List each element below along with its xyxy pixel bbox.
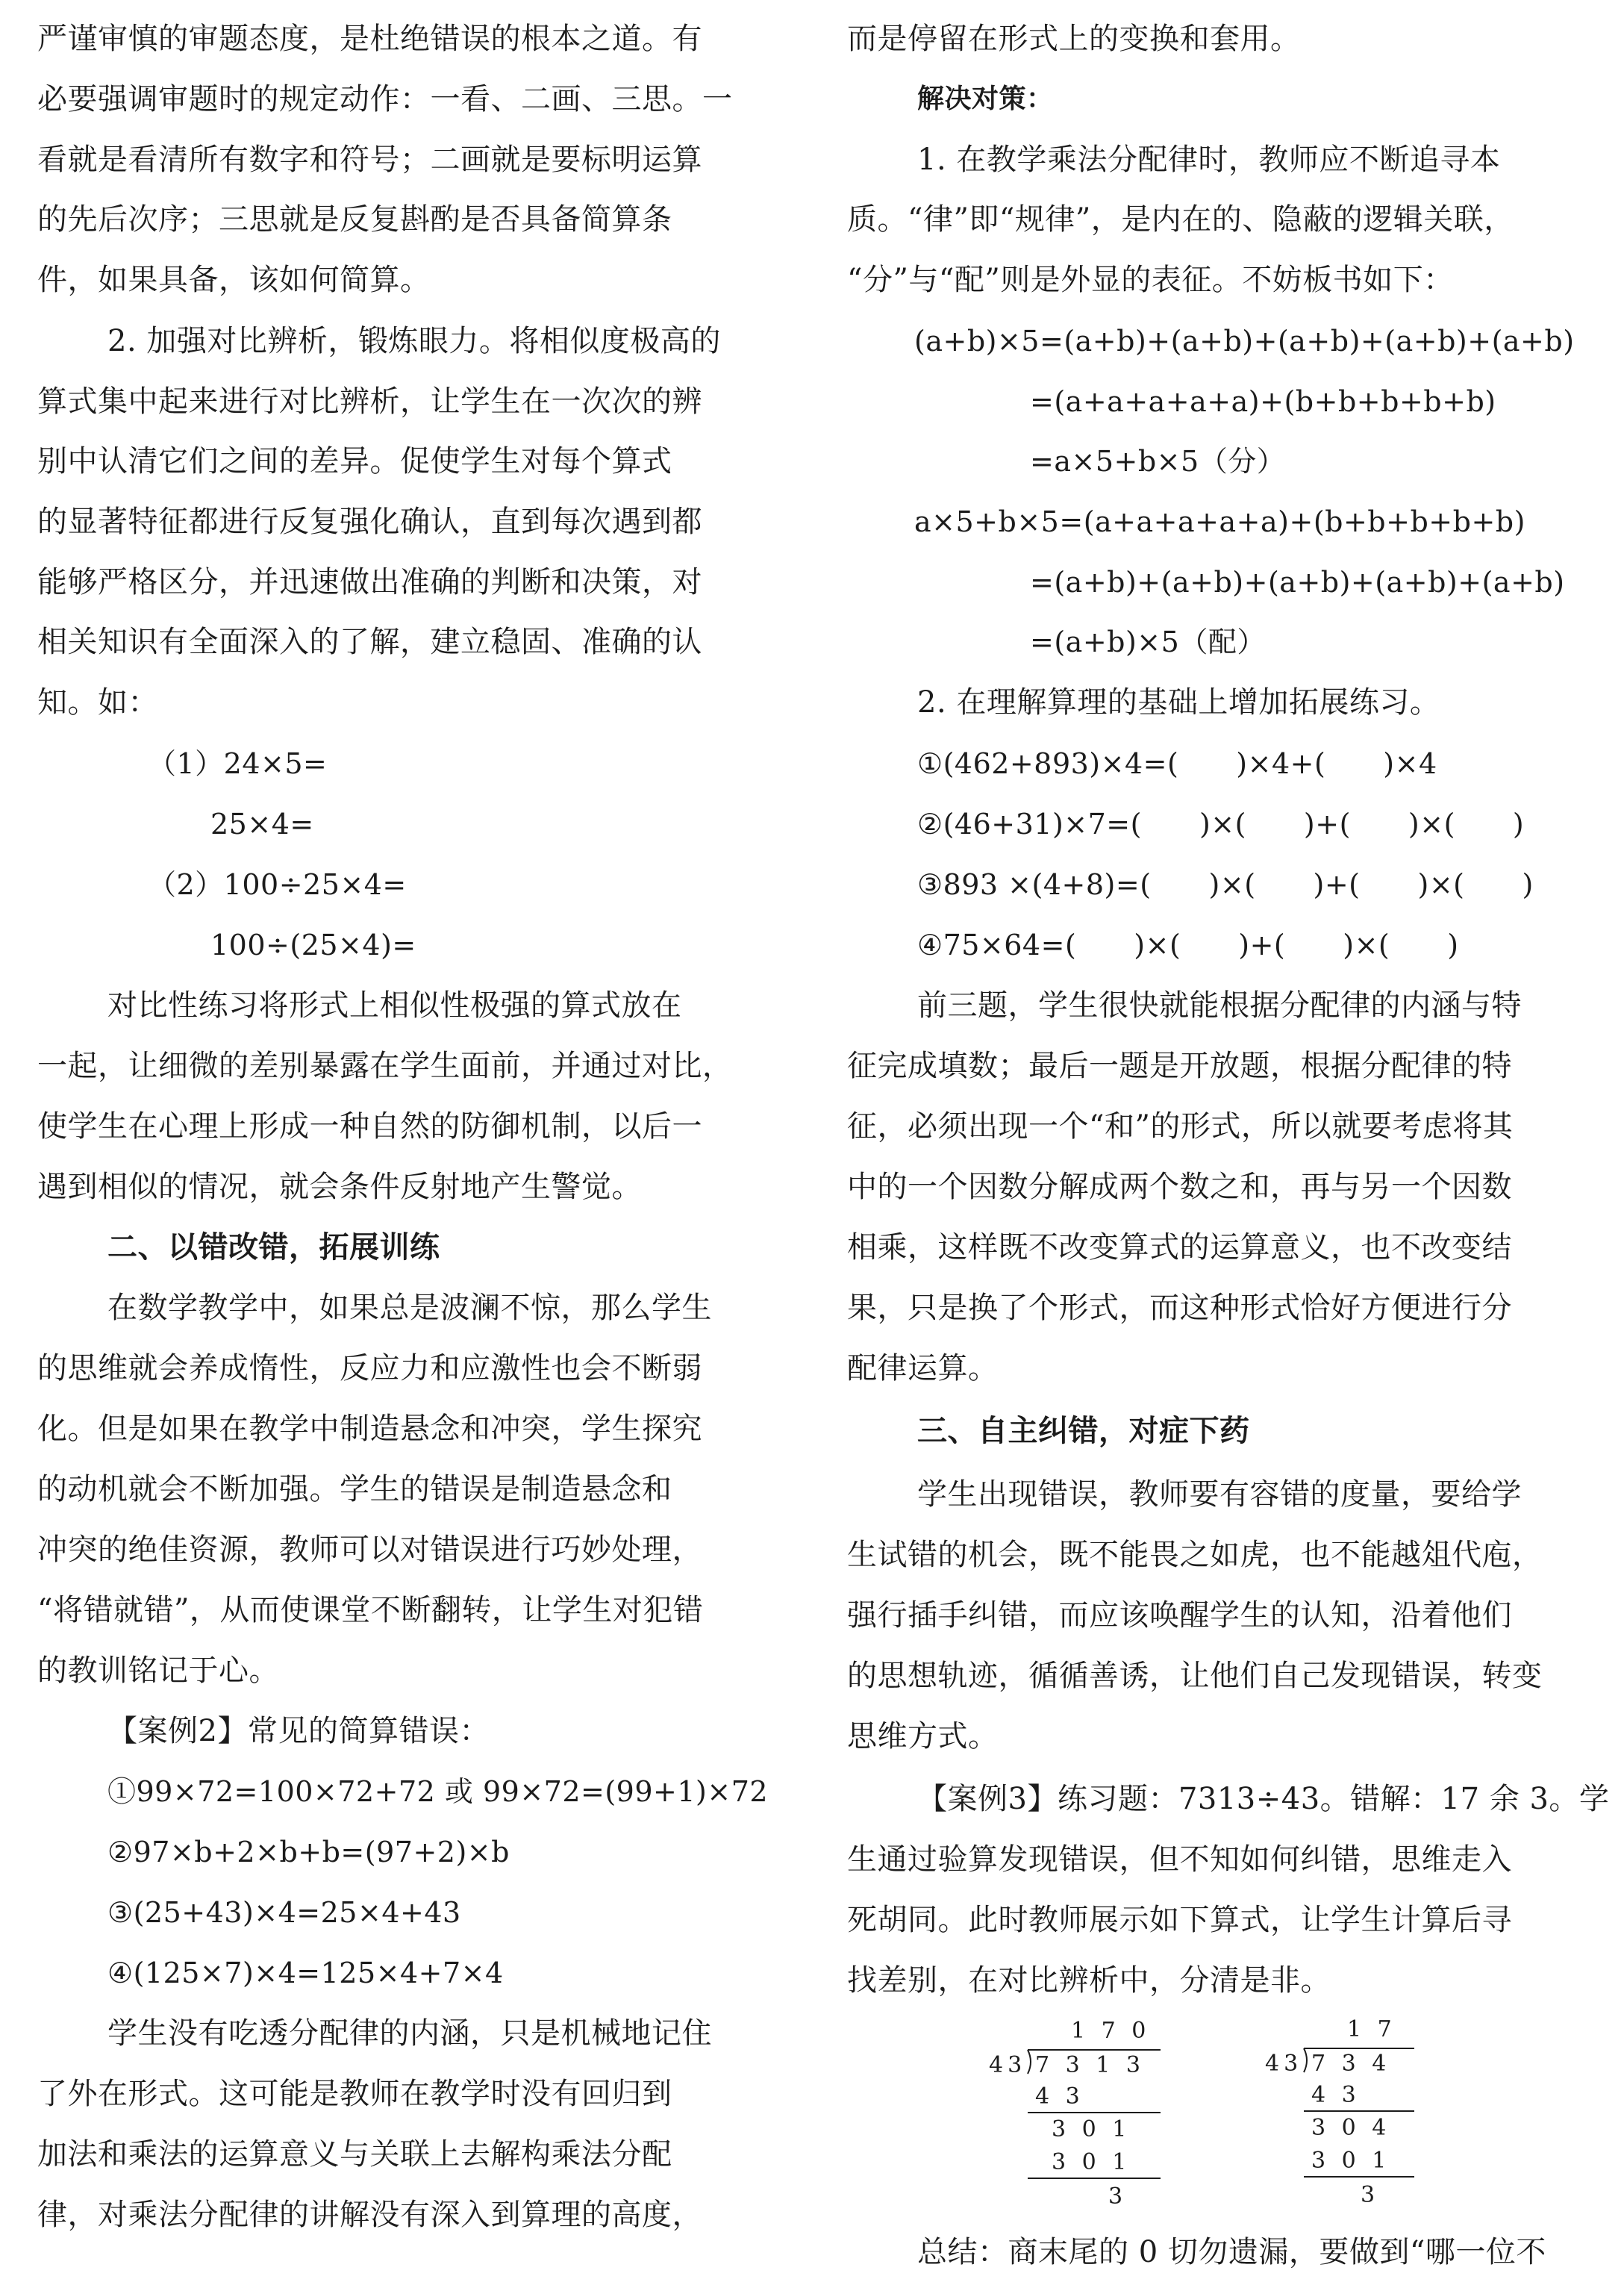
division-step: 3 0 1 [1311, 2148, 1391, 2174]
paragraph-line: 质。“律”即“规律”，是内在的、隐蔽的逻辑关联， [847, 202, 1514, 237]
paragraph-line: 找差别，在对比辨析中，分清是非。 [847, 1963, 1331, 1998]
subheading: 解决对策： [917, 84, 1054, 114]
paragraph-line: 思维方式。 [847, 1719, 999, 1754]
paragraph-line: 总结：商末尾的 0 切勿遗漏，要做到“哪一位不 [917, 2235, 1546, 2269]
paragraph-line: 算式集中起来进行对比辨析，让学生在一次次的辨 [37, 384, 702, 419]
board-formula: =(a+a+a+a+a)+(b+b+b+b+b) [1030, 385, 1496, 418]
exercise-formula: ③893 ×(4+8)=( )×( )+( )×( ) [917, 868, 1534, 901]
example-formula: （2）100÷25×4= [148, 868, 407, 901]
paragraph-line: 2. 加强对比辨析，锻炼眼力。将相似度极高的 [107, 324, 721, 358]
division-quotient: 1 7 0 [1071, 2018, 1151, 2044]
board-formula: =(a+b)+(a+b)+(a+b)+(a+b)+(a+b) [1030, 566, 1565, 599]
paragraph-line: 看就是看清所有数字和符号；二画就是要标明运算 [37, 143, 702, 177]
paragraph-line: 的教训铭记于心。 [37, 1653, 279, 1688]
example-formula: 25×4= [210, 808, 314, 841]
paragraph-line: 的思想轨迹，循循善诱，让他们自己发现错误，转变 [847, 1659, 1543, 1693]
formula-line: ④(125×7)×4=125×4+7×4 [107, 1957, 504, 1989]
formula-line: ②97×b+2×b+b=(97+2)×b [107, 1836, 510, 1868]
division-dividend: 7 3 1 3 [1035, 2052, 1145, 2078]
division-step: 3 0 1 [1052, 2149, 1131, 2175]
paragraph-line: 死胡同。此时教师展示如下算式，让学生计算后寻 [847, 1903, 1512, 1937]
paragraph-line: 2. 在理解算理的基础上增加拓展练习。 [917, 685, 1440, 720]
paragraph-line: 的思维就会养成惰性，反应力和应激性也会不断弱 [37, 1351, 702, 1385]
paragraph-line: 化。但是如果在教学中制造悬念和冲突，学生探究 [37, 1412, 702, 1446]
paragraph-line: 相关知识有全面深入的了解，建立稳固、准确的认 [37, 625, 702, 659]
example-formula: 100÷(25×4)= [210, 929, 416, 961]
paragraph-line: 的动机就会不断加强。学生的错误是制造悬念和 [37, 1472, 672, 1506]
paragraph-line: 对比性练习将形式上相似性极强的算式放在 [107, 988, 682, 1023]
board-formula: =a×5+b×5（分） [1030, 445, 1286, 478]
paragraph-line: 一起，让细微的差别暴露在学生面前，并通过对比， [37, 1049, 733, 1083]
formula-line: ①99×72=100×72+72 或 99×72=(99+1)×72 [107, 1775, 769, 1808]
paragraph-line: 学生出现错误，教师要有容错的度量，要给学 [917, 1477, 1522, 1512]
case-label: 【案例3】练习题：7313÷43。错解：17 余 3。学 [917, 1782, 1610, 1816]
paragraph-line: 果，只是换了个形式，而这种形式恰好方便进行分 [847, 1291, 1512, 1325]
division-quotient: 1 7 [1347, 2016, 1396, 2042]
exercise-formula: ②(46+31)×7=( )×( )+( )×( ) [917, 808, 1525, 841]
division-step: 3 0 4 [1311, 2115, 1391, 2141]
division-dividend: 7 3 4 [1311, 2051, 1391, 2077]
paragraph-line: 而是停留在形式上的变换和套用。 [847, 22, 1301, 56]
paragraph-line: 律，对乘法分配律的讲解没有深入到算理的高度， [37, 2198, 702, 2232]
paragraph-line: “分”与“配”则是外显的表征。不妨板书如下： [847, 263, 1454, 297]
paragraph-line: “将错就错”，从而使课堂不断翻转，让学生对犯错 [37, 1593, 704, 1627]
paragraph-line: 1. 在教学乘法分配律时，教师应不断追寻本 [917, 143, 1501, 177]
paragraph-line: 加法和乘法的运算意义与关联上去解构乘法分配 [37, 2137, 672, 2172]
section-heading: 三、自主纠错，对症下药 [917, 1414, 1250, 1448]
division-remainder: 3 [1108, 2183, 1128, 2210]
board-formula: a×5+b×5=(a+a+a+a+a)+(b+b+b+b+b) [914, 505, 1525, 538]
example-formula: （1）24×5= [148, 747, 328, 780]
division-remainder: 3 [1361, 2182, 1380, 2208]
paragraph-line: 配律运算。 [847, 1351, 999, 1385]
paragraph-line: 生试错的机会，既不能畏之如虎，也不能越俎代庖， [847, 1538, 1543, 1572]
paragraph-line: 知。如： [37, 685, 158, 720]
division-bracket [1304, 2048, 1307, 2072]
paragraph-line: 冲突的绝佳资源，教师可以对错误进行巧妙处理， [37, 1533, 702, 1567]
exercise-formula: ①(462+893)×4=( )×4+( )×4 [917, 747, 1437, 780]
paragraph-line: 中的一个因数分解成两个数之和，再与另一个因数 [847, 1170, 1512, 1204]
division-step: 3 0 1 [1052, 2116, 1131, 2142]
paragraph-line: 在数学教学中，如果总是波澜不惊，那么学生 [107, 1291, 712, 1325]
division-step: 4 3 [1035, 2083, 1084, 2110]
paragraph-line: 前三题，学生很快就能根据分配律的内涵与特 [917, 988, 1522, 1023]
paragraph-line: 生通过验算发现错误，但不知如何纠错，思维走入 [847, 1842, 1512, 1877]
paragraph-line: 相乘，这样既不改变算式的运算意义，也不改变结 [847, 1230, 1512, 1265]
section-heading: 二、以错改错，拓展训练 [107, 1230, 440, 1265]
long-division-wrong [1265, 2014, 1444, 2216]
paragraph-line: 了外在形式。这可能是教师在教学时没有回归到 [37, 2077, 672, 2111]
division-step: 4 3 [1311, 2082, 1361, 2108]
exercise-formula: ④75×64=( )×( )+( )×( ) [917, 929, 1459, 961]
paragraph-line: 严谨审慎的审题态度，是杜绝错误的根本之道。有 [37, 22, 702, 56]
case-label: 【案例2】常见的简算错误： [107, 1714, 490, 1748]
paragraph-line: 的显著特征都进行反复强化确认，直到每次遇到都 [37, 505, 702, 539]
paragraph-line: 遇到相似的情况，就会条件反射地产生警觉。 [37, 1170, 642, 1204]
formula-line: ③(25+43)×4=25×4+43 [107, 1896, 461, 1929]
paragraph-line: 征，必须出现一个“和”的形式，所以就要考虑将其 [847, 1109, 1514, 1144]
paragraph-line: 能够严格区分，并迅速做出准确的判断和决策，对 [37, 565, 702, 599]
division-divisor: 43 [989, 2052, 1027, 2078]
paragraph-line: 学生没有吃透分配律的内涵，只是机械地记住 [107, 2016, 712, 2051]
board-formula: =(a+b)×5（配） [1030, 626, 1266, 658]
division-bracket [1028, 2050, 1031, 2074]
division-divisor: 43 [1265, 2051, 1303, 2077]
paragraph-line: 件，如果具备，该如何简算。 [37, 263, 431, 297]
paragraph-line: 必要强调审题时的规定动作：一看、二画、三思。一 [37, 82, 733, 116]
long-division-correct [989, 2016, 1168, 2217]
paragraph-line: 别中认清它们之间的差异。促使学生对每个算式 [37, 444, 672, 479]
paragraph-line: 强行插手纠错，而应该唤醒学生的认知，沿着他们 [847, 1598, 1512, 1633]
paragraph-line: 征完成填数；最后一题是开放题，根据分配律的特 [847, 1049, 1512, 1083]
board-formula: (a+b)×5=(a+b)+(a+b)+(a+b)+(a+b)+(a+b) [914, 325, 1575, 358]
paragraph-line: 的先后次序；三思就是反复斟酌是否具备简算条 [37, 202, 672, 237]
paragraph-line: 使学生在心理上形成一种自然的防御机制，以后一 [37, 1109, 702, 1144]
